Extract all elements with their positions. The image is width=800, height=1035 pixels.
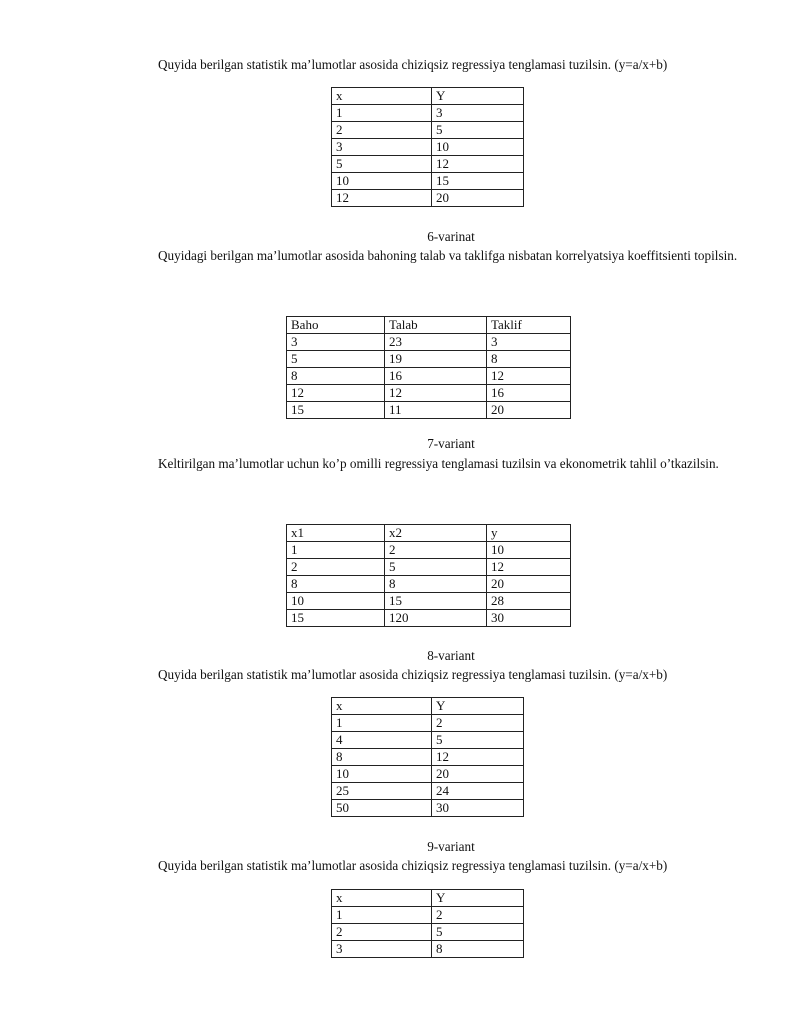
table-cell: 25 bbox=[332, 783, 432, 800]
table-cell: 15 bbox=[287, 402, 385, 419]
table-row bbox=[332, 941, 524, 958]
table-cell: 12 bbox=[432, 749, 524, 766]
table-row bbox=[332, 907, 524, 924]
column-header: x bbox=[332, 88, 432, 105]
table-row bbox=[287, 610, 571, 627]
table-row bbox=[287, 334, 571, 351]
table-cell: 15 bbox=[385, 593, 487, 610]
table-cell: 2 bbox=[432, 907, 524, 924]
table-row bbox=[332, 122, 524, 139]
table-row bbox=[287, 368, 571, 385]
data-table-price-demand-supply bbox=[286, 316, 571, 419]
column-header: Talab bbox=[385, 317, 487, 334]
table-cell: 24 bbox=[432, 783, 524, 800]
table-cell: 3 bbox=[332, 139, 432, 156]
table-cell: 12 bbox=[432, 156, 524, 173]
column-header: x1 bbox=[287, 525, 385, 542]
table-cell: 1 bbox=[287, 542, 385, 559]
table-cell: 30 bbox=[487, 610, 571, 627]
table-cell: 12 bbox=[287, 385, 385, 402]
variant-heading-8: 8-variant bbox=[427, 648, 475, 663]
table-cell: 3 bbox=[287, 334, 385, 351]
table-row bbox=[332, 766, 524, 783]
column-header: Baho bbox=[287, 317, 385, 334]
table-cell: 5 bbox=[432, 924, 524, 941]
table-cell: 120 bbox=[385, 610, 487, 627]
table-cell: 5 bbox=[287, 351, 385, 368]
table-cell: 28 bbox=[487, 593, 571, 610]
data-table-regression-1 bbox=[331, 87, 524, 207]
table-row bbox=[287, 576, 571, 593]
table-cell: 2 bbox=[332, 924, 432, 941]
table-row bbox=[287, 559, 571, 576]
table-row bbox=[332, 105, 524, 122]
table-cell: 16 bbox=[487, 385, 571, 402]
data-table-multifactor bbox=[286, 524, 571, 627]
table-cell: 5 bbox=[432, 732, 524, 749]
table-cell: 20 bbox=[487, 576, 571, 593]
task-text-correlation: Quyidagi berilgan ma’lumotlar asosida bahoning talab va taklifga nisbatan korrelyatsiya koeffitsienti topilsin. bbox=[158, 248, 738, 263]
table-cell: 2 bbox=[432, 715, 524, 732]
table-row bbox=[287, 542, 571, 559]
table-row bbox=[332, 139, 524, 156]
table-row bbox=[287, 351, 571, 368]
table-header-row bbox=[332, 88, 524, 105]
table-cell: 12 bbox=[487, 368, 571, 385]
table-cell: 10 bbox=[432, 139, 524, 156]
table-cell: 2 bbox=[332, 122, 432, 139]
table-cell: 3 bbox=[487, 334, 571, 351]
table-cell: 5 bbox=[332, 156, 432, 173]
table-cell: 12 bbox=[385, 385, 487, 402]
column-header: Y bbox=[432, 698, 524, 715]
table-row bbox=[332, 732, 524, 749]
column-header: x2 bbox=[385, 525, 487, 542]
table-cell: 8 bbox=[487, 351, 571, 368]
table-cell: 20 bbox=[487, 402, 571, 419]
table-cell: 5 bbox=[432, 122, 524, 139]
table-row bbox=[332, 156, 524, 173]
table-cell: 1 bbox=[332, 715, 432, 732]
table-row bbox=[332, 715, 524, 732]
task-text-multifactor: Keltirilgan ma’lumotlar uchun ko’p omilli regressiya tenglamasi tuzilsin va ekonometrik tahlil o’tkazilsin. bbox=[158, 456, 719, 471]
table-cell: 10 bbox=[332, 766, 432, 783]
task-text-regression-8: Quyida berilgan statistik ma’lumotlar asosida chiziqsiz regressiya tenglamasi tuzilsin. (y=a/x+b) bbox=[158, 667, 668, 682]
table-cell: 11 bbox=[385, 402, 487, 419]
column-header: x bbox=[332, 698, 432, 715]
table-row bbox=[332, 749, 524, 766]
table-cell: 12 bbox=[332, 190, 432, 207]
table-cell: 1 bbox=[332, 907, 432, 924]
table-row bbox=[287, 402, 571, 419]
variant-heading-9: 9-variant bbox=[427, 839, 475, 854]
table-cell: 23 bbox=[385, 334, 487, 351]
table-cell: 3 bbox=[432, 105, 524, 122]
column-header: x bbox=[332, 890, 432, 907]
table-cell: 19 bbox=[385, 351, 487, 368]
table-cell: 15 bbox=[287, 610, 385, 627]
table-cell: 8 bbox=[332, 749, 432, 766]
table-header-row bbox=[332, 890, 524, 907]
table-cell: 4 bbox=[332, 732, 432, 749]
table-cell: 5 bbox=[385, 559, 487, 576]
table-cell: 12 bbox=[487, 559, 571, 576]
variant-heading-6: 6-varinat bbox=[427, 229, 475, 244]
table-header-row bbox=[332, 698, 524, 715]
table-row bbox=[332, 924, 524, 941]
task-text-regression-9: Quyida berilgan statistik ma’lumotlar asosida chiziqsiz regressiya tenglamasi tuzilsin. (y=a/x+b) bbox=[158, 858, 668, 873]
table-header-row bbox=[287, 317, 571, 334]
column-header: y bbox=[487, 525, 571, 542]
variant-heading-7: 7-variant bbox=[427, 436, 475, 451]
table-cell: 50 bbox=[332, 800, 432, 817]
table-row bbox=[287, 593, 571, 610]
table-cell: 30 bbox=[432, 800, 524, 817]
data-table-regression-9 bbox=[331, 889, 524, 958]
column-header: Taklif bbox=[487, 317, 571, 334]
table-cell: 10 bbox=[332, 173, 432, 190]
table-cell: 1 bbox=[332, 105, 432, 122]
table-cell: 10 bbox=[287, 593, 385, 610]
task-text-regression-1: Quyida berilgan statistik ma’lumotlar asosida chiziqsiz regressiya tenglamasi tuzilsin. (y=a/x+b) bbox=[158, 57, 668, 72]
table-cell: 2 bbox=[385, 542, 487, 559]
table-header-row bbox=[287, 525, 571, 542]
table-cell: 20 bbox=[432, 190, 524, 207]
table-row bbox=[332, 800, 524, 817]
table-cell: 16 bbox=[385, 368, 487, 385]
table-row bbox=[332, 783, 524, 800]
table-cell: 8 bbox=[287, 576, 385, 593]
column-header: Y bbox=[432, 890, 524, 907]
table-row bbox=[332, 190, 524, 207]
table-cell: 8 bbox=[287, 368, 385, 385]
column-header: Y bbox=[432, 88, 524, 105]
table-cell: 8 bbox=[432, 941, 524, 958]
table-cell: 3 bbox=[332, 941, 432, 958]
table-cell: 10 bbox=[487, 542, 571, 559]
table-row bbox=[332, 173, 524, 190]
table-cell: 15 bbox=[432, 173, 524, 190]
table-cell: 2 bbox=[287, 559, 385, 576]
table-cell: 20 bbox=[432, 766, 524, 783]
table-row bbox=[287, 385, 571, 402]
data-table-regression-8 bbox=[331, 697, 524, 817]
table-cell: 8 bbox=[385, 576, 487, 593]
